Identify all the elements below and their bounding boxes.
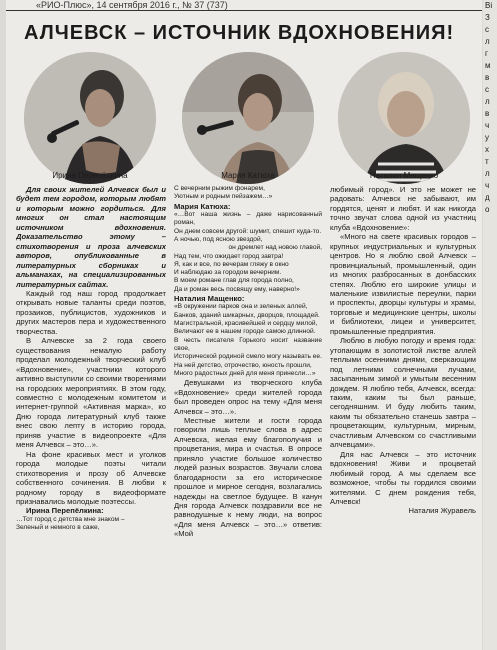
caption-maria: Мария Катюха	[221, 171, 275, 180]
col1-paragraph-2: В Алчевске за 2 года своего существования немалую работу проделал молодежный творческий клуб «Вдохновение», участники которого активно выступили со своими творениями на городских мероприятиях. В этом году, совместно с молодежным комитетом и интернет-группой «Активная марка», ко Дню города литературный клуб также внес свою лепту в историю города, приняв участие в видеопроекте «Для меня Алчевск – это…».	[16, 336, 166, 450]
strip-fragment: д	[485, 193, 490, 202]
adjacent-page-edge	[483, 0, 497, 650]
col2-maria-line-4: он дремлет над новою главой,	[228, 244, 322, 252]
col2-maria-line-5: Над тем, что ожидает город завтра!	[174, 252, 284, 260]
strip-fragment: г	[485, 49, 488, 58]
col3-paragraph-0: любимый город». И это не может не радовать: Алчевск не забывают, им гордятся, ценят и любят. И как никогда точно звучат слова одной из участниц клуба «Вдохновение»:	[330, 185, 476, 232]
caption-irina: Ирина Перепёлкина	[52, 171, 128, 180]
article-signature: Наталия Журавель	[408, 506, 476, 516]
portrait-natalia-image	[338, 52, 470, 184]
strip-fragment: ч	[485, 181, 490, 190]
newspaper-page	[6, 0, 482, 650]
strip-fragment: л	[485, 169, 490, 178]
col2-natalia-line-2: Банков, зданий шикарных, дворцов, площадей.	[174, 311, 320, 319]
col2-natalia-line-7: На ней детство, отрочество, юность прошли,	[174, 361, 312, 369]
col1-paragraph-3: На фоне красивых мест и уголков города молодые поэты читали стихотворения и прозу об Алчевске собственного сочинения. В любви к родному городу в видеоформате признавались молодые поэтессы.	[16, 449, 166, 506]
strip-fragment: с	[485, 25, 489, 34]
strip-fragment: З	[485, 13, 490, 22]
col1-poem-line-1: …Тот город с детства мне знаком –	[16, 515, 125, 523]
photo-irina	[24, 52, 156, 184]
strip-fragment: м	[485, 61, 491, 70]
column-1	[16, 185, 166, 647]
col2-natalia-line-1: «В окружении парков она и зеленых аллей,	[174, 303, 308, 311]
portrait-irina-image	[24, 52, 156, 184]
strip-fragment: в	[485, 73, 490, 82]
col2-maria-line-7: И наблюдаю за городом вечерним.	[174, 269, 282, 277]
column-3	[330, 185, 476, 647]
strip-fragment: х	[485, 145, 489, 154]
col3-paragraph-2: Люблю в любую погоду и время года: утопающим в золотистой листве аллей теплыми осенними днями, сверкающим под летними солнечными лучами, засыпанным зимой и умытым весенним дождем. Я люблю тебя, Алчевск, всегда: таким, каким ты был раньше, сегодняшним. И буду любить таким, каким ты обязательно станешь завтра – процветающим, культурным, мирным, счастливым Алчевском со счастливыми алчевцами».	[330, 336, 476, 450]
portrait-maria-image	[182, 52, 314, 184]
photo-natalia	[338, 52, 470, 184]
col2-paragraph-2: Местные жители и гости города говорили лишь теплые слова в адрес Алчевска, желая ему благополучия и процветания, мира и счастья. В опросе приняло участие большое количество людей разных возрастов. Звучали слова благодарности за его историческое прошлое и мирное сегодня, возлагались надежды на светлое будущее. В канун Дня города Алчевск поздравили все не равнодушные к нему люди, на вопрос «Для меня Алчевск – это…» ответив: «Мой	[174, 415, 322, 539]
strip-fragment: о	[485, 205, 490, 214]
col1-poem-line-2: Зеленый и немного в саже,	[16, 524, 100, 532]
strip-fragment: л	[485, 37, 490, 46]
col2-maria-line-8: В моем романе глав для города полно,	[174, 277, 294, 285]
strip-fragment: Ві	[485, 1, 493, 10]
col3-paragraph-3: Для нас Алчевск – это источник вдохновения! Живи и процветай любимый город. А мы сделаем все возможное, чтобы ты гордился своими жителями. С днем рождения тебя, Алчевск!	[330, 449, 476, 506]
col2-maria-line-6: Я, как и все, по вечерам гляжу в окно	[174, 260, 289, 268]
col1-author-irina: Ирина Перепёлкина:	[26, 506, 104, 516]
col2-maria-line-3: А ночью, под ясною звездой,	[174, 235, 263, 243]
photo-maria	[182, 52, 314, 184]
col2-natalia-line-3: Магистральной, красивейшей и сердцу милой,	[174, 320, 318, 328]
col2-author-natalia: Наталия Мащенко:	[174, 294, 245, 304]
col2-maria-line-9: Да и роман весь посвящу ему, наверно!»	[174, 285, 300, 293]
col2-maria-line-2: Он днем совсем другой: шумит, спешит куда-то.	[174, 227, 322, 235]
col2-poem-top-1: С вечерним рыжим фонарем,	[174, 185, 265, 192]
column-2	[174, 185, 322, 647]
col3-paragraph-1: «Много на свете красивых городов – крупных индустриальных и культурных центров. Но я люблю свой Алчевск – провинциальный, промышленный, один из многих разбросанных в донбасских степях. Люблю его широкие улицы и маленькие извилистые переулки, парки и проспекты, дворцы культуры и храмы, торговые и медицинские центры, школы и библиотеки, лицеи и университет, промышленные предприятия.	[330, 232, 476, 336]
strip-fragment: т	[485, 157, 489, 166]
strip-fragment: с	[485, 85, 489, 94]
col1-paragraph-1: Каждый год наш город продолжает открывать новые таланты среди поэтов, прозаиков, публицистов, художников и других мастеров пера и художественного творчества.	[16, 288, 166, 336]
strip-fragment: ч	[485, 121, 490, 130]
col2-natalia-line-4: Величают ее в нашем городе самою длинной.	[174, 328, 316, 336]
col2-natalia-line-5: В честь писателя Горького носит название свое,	[174, 336, 322, 352]
strip-fragment: л	[485, 97, 490, 106]
col2-maria-line-1: «…Вот наша жизнь – даже нарисованный роман,	[174, 211, 322, 227]
caption-natalia: Наталия Мащенко	[369, 171, 439, 180]
col2-poem-top-2: Уютным и родным пейзажем…»	[174, 193, 273, 201]
article-intro: Для своих жителей Алчевск был и будет тем городом, которым любят и которым можно гордиться. Для многих он стал настоящим источником вдохновения. Доказательство этому – стихотворения и проза алчевских авторов, опубликованные в литературных сборниках и альманахах, на специализированных литературных сайтах.	[16, 185, 166, 289]
issue-header: «РИО-Плюс», 14 сентября 2016 г., № 37 (737)	[36, 0, 228, 10]
col2-natalia-line-6: Исторической родиной смело могу называть ее.	[174, 353, 322, 361]
col2-paragraph-1: Девушками из творческого клуба «Вдохновение» среди жителей города был проведен опрос на тему «Для меня Алчевск – это…».	[174, 378, 322, 416]
col2-natalia-line-8: Много радостных дней для меня принесли…»	[174, 369, 316, 377]
col2-author-maria: Мария Катюха:	[174, 201, 231, 211]
strip-fragment: у	[485, 133, 489, 142]
strip-fragment: в	[485, 109, 490, 118]
article-headline: АЛЧЕВСК – ИСТОЧНИК ВДОХНОВЕНИЯ!	[24, 22, 455, 44]
header-rule	[6, 10, 482, 11]
